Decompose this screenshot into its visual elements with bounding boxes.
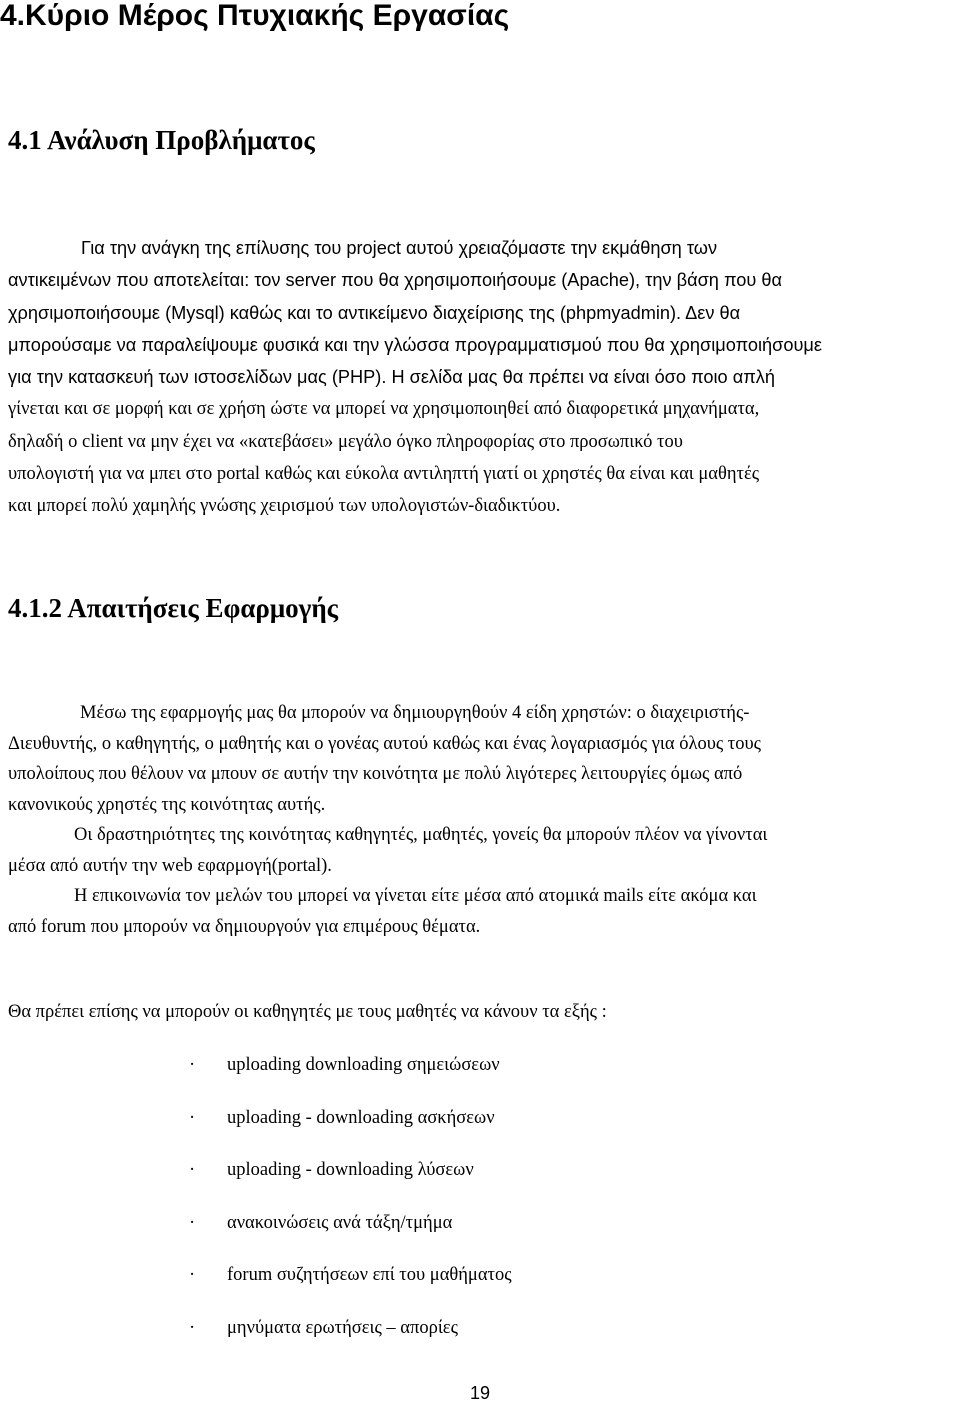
paragraph-line: υπολογιστή για να μπει στο portal καθώς και εύκολα αντιληπτή γιατί οι χρηστές θα είναι και μαθητές — [8, 464, 760, 485]
paragraph-line: μπορούσαμε να παραλείψουμε φυσικά και την γλώσσα προγραμματισμού που θα χρησιμοποιήσουμε — [8, 334, 823, 355]
bullet-icon: · — [189, 1160, 196, 1180]
bullet-icon: · — [189, 1107, 196, 1128]
bullet-icon: · — [189, 1055, 196, 1075]
chapter-title: 4.Κύριο Μέρος Πτυχιακής Εργασίας — [0, 0, 510, 32]
paragraph-line: δηλαδή ο client να μην έχει να «κατεβάσει» μεγάλο όγκο πληροφορίας στο προσωπικό του — [8, 431, 683, 452]
page-number: 19 — [469, 1383, 491, 1403]
bullet-icon: · — [189, 1212, 196, 1233]
paragraph-line: χρησιμοποιήσουμε (Mysql) καθώς και το αντικείμενο διαχείρισης της (phpmyadmin). Δεν θα — [8, 302, 741, 323]
problem-analysis-paragraph — [8, 232, 953, 523]
bullet-icon: · — [189, 1317, 196, 1338]
list-item-text: ανακοινώσεις ανά τάξη/τμήμα — [227, 1212, 453, 1233]
paragraph-line: αντικειμένων που αποτελείται: τον server που θα χρησιμοποιήσουμε (Apache), την βάση που θα — [8, 270, 783, 291]
paragraph-line: και μπορεί πολύ χαμηλής γνώσης χειρισμού των υπολογιστών-διαδικτύου. — [8, 496, 561, 517]
list-item-text: uploading - downloading ασκήσεων — [227, 1107, 495, 1128]
paragraph-line: για την κατασκευή των ιστοσελίδων μας (PHP). Η σελίδα μας θα πρέπει να είναι όσο ποιο απλή — [8, 367, 775, 388]
paragraph-line: μέσα από αυτήν την web εφαρμογή(portal). — [8, 855, 332, 876]
requirements-paragraph — [8, 698, 956, 942]
section-title: 4.1 Ανάλυση Προβλήματος — [8, 125, 315, 155]
paragraph-line: Μέσω της εφαρμογής μας θα μπορούν να δημιουργηθούν 4 είδη χρηστών: ο διαχειριστής- — [80, 703, 750, 723]
paragraph-line: γίνεται και σε μορφή και σε χρήση ώστε να μπορεί να χρησιμοποιηθεί από διαφορετικά μηχανήματα, — [8, 399, 760, 420]
paragraph-line: Διευθυντής, ο καθηγητής, ο μαθητής και ο γονέας αυτού καθώς και ένας λογαριασμός για όλους τους — [8, 733, 761, 754]
list-item-text: forum συζητήσεων επί του μαθήματος — [227, 1265, 512, 1285]
paragraph-line: Οι δραστηριότητες της κοινότητας καθηγητές, μαθητές, γονείς θα μπορούν πλέον να γίνονται — [74, 825, 768, 845]
list-item-text: uploading downloading σημειώσεων — [227, 1055, 500, 1075]
bullet-icon: · — [189, 1265, 196, 1285]
paragraph-line: υπολοίπους που θέλουν να μπουν σε αυτήν την κοινότητα με πολύ λιγότερες λειτουργίες όμως από — [8, 764, 743, 784]
paragraph-line: Η επικοινωνία τον μελών του μπορεί να γίνεται είτε μέσα από ατομικά mails είτε ακόμα και — [74, 886, 757, 906]
list-item-text: μηνύματα ερωτήσεις – απορίες — [227, 1317, 458, 1338]
paragraph-line: από forum που μπορούν να δημιουργούν για επιμέρους θέματα. — [8, 916, 481, 937]
list-item-text: uploading - downloading λύσεων — [227, 1160, 474, 1180]
subsection-title: 4.1.2 Απαιτήσεις Εφαρμογής — [8, 593, 339, 623]
paragraph-line: κανονικούς χρηστές της κοινότητας αυτής. — [8, 794, 326, 815]
paragraph-line: Για την ανάγκη της επίλυσης του project αυτού χρειαζόμαστε την εκμάθηση των — [81, 238, 718, 258]
tasks-intro: Θα πρέπει επίσης να μπορούν οι καθηγητές με τους μαθητές να κάνουν τα εξής : — [8, 1002, 607, 1022]
